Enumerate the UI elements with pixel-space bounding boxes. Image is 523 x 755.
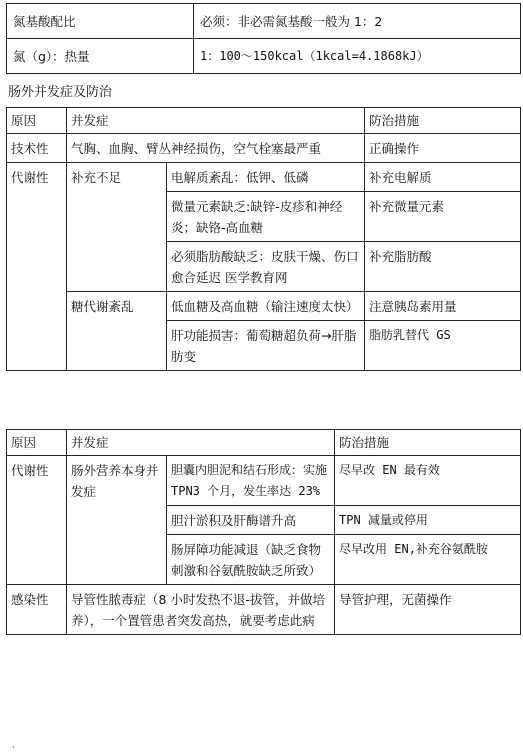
cause-cell: 技术性 [7,134,67,163]
group-cell: 糖代谢紊乱 [67,292,167,371]
treatment-cell: 补充电解质 [365,163,521,192]
complications-table-a [6,107,521,371]
table-row [7,292,521,321]
table-row [7,163,521,192]
complications-table-b [6,429,521,635]
cause-cell: 感染性 [7,585,67,635]
detail-cell: 胆汁淤积及肝酶谱升高 [167,506,335,535]
group-cell: 补充不足 [67,163,167,292]
section-heading: 肠外并发症及防治 [8,85,113,100]
header-cause: 原因 [7,108,67,134]
treatment-cell: 补充脂肪酸 [365,242,521,292]
detail-cell: 电解质紊乱：低钾、低磷 [167,163,365,192]
table-row [7,456,521,506]
treatment-cell: 脂肪乳替代 GS [365,321,521,371]
table-header-row [7,108,521,134]
detail-cell: 低血糖及高血糖（输注速度太快） [167,292,365,321]
header-complication: 并发症 [67,430,335,456]
table-row [7,4,521,39]
detail-cell: 肠屏障功能减退（缺乏食物刺激和谷氨酰胺缺乏所致） [167,535,335,585]
treatment-cell: 注意胰岛素用量 [365,292,521,321]
header-complication: 并发症 [67,108,365,134]
table-row [7,585,521,635]
table-row [7,39,521,74]
treatment-cell: 尽早改 EN 最有效 [335,456,521,506]
nutrition-ratio-table [6,3,521,74]
detail-cell: 胆囊内胆泥和结石形成：实施 TPN3 个月，发生率达 23% [167,456,335,506]
group-cell: 肠外营养本身并发症 [67,456,167,585]
detail-cell: 导管性脓毒症（8 小时发热不退-拔管，并做培养），一个置管患者突发高热，就要考虑此病 [67,585,335,635]
detail-cell: 微量元素缺乏:缺锌-皮疹和神经炎；缺铬-高血糖 [167,192,365,242]
treatment-cell: 导管护理，无菌操作 [335,585,521,635]
table-cell: 氮（g）：热量 [7,39,194,74]
detail-cell: 必须脂肪酸缺乏：皮肤干燥、伤口愈合延迟 医学教育网 [167,242,365,292]
table-cell: 1：100～150kcal（1kcal=4.1868kJ） [194,39,521,74]
trailing-mark: · [12,743,15,753]
table-row [7,134,521,163]
table-header-row [7,430,521,456]
cause-cell: 代谢性 [7,456,67,585]
header-cause: 原因 [7,430,67,456]
detail-cell: 肝功能损害：葡萄糖超负荷→肝脂肪变 [167,321,365,371]
treatment-cell: 尽早改用 EN,补充谷氨酰胺 [335,535,521,585]
treatment-cell: 补充微量元素 [365,192,521,242]
header-treatment: 防治措施 [365,108,521,134]
header-treatment: 防治措施 [335,430,521,456]
detail-cell: 气胸、血胸、臂丛神经损伤，空气栓塞最严重 [67,134,365,163]
table-cell: 必须：非必需氮基酸一般为 1：2 [194,4,521,39]
cause-cell: 代谢性 [7,163,67,371]
treatment-cell: TPN 减量或停用 [335,506,521,535]
table-cell: 氮基酸配比 [7,4,194,39]
treatment-cell: 正确操作 [365,134,521,163]
